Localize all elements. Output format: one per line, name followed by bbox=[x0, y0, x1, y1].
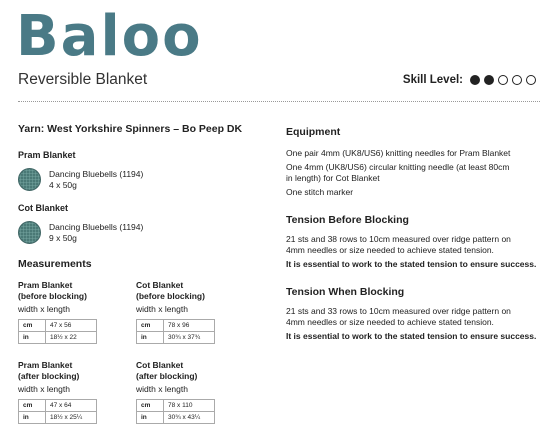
measurement-table bbox=[136, 319, 215, 344]
unit-cell: in bbox=[19, 332, 46, 344]
measurement-subtitle: (before blocking) bbox=[18, 291, 87, 301]
left-column bbox=[18, 123, 268, 421]
table-row bbox=[19, 332, 97, 344]
skill-dot-3 bbox=[498, 75, 508, 85]
pattern-title: Baloo bbox=[16, 4, 203, 69]
measurement-block bbox=[18, 280, 128, 344]
yarn-group-name: Cot Blanket bbox=[18, 203, 69, 213]
skill-level bbox=[403, 74, 536, 86]
tension-after-heading: Tension When Blocking bbox=[286, 286, 405, 298]
measurement-title: Cot Blanket bbox=[136, 360, 184, 370]
value-cell: 78 x 110 bbox=[164, 400, 215, 412]
measurement-title: Pram Blanket bbox=[18, 360, 73, 370]
equipment-item: One stitch marker bbox=[286, 187, 354, 197]
skill-level-label: Skill Level: bbox=[402, 74, 463, 86]
measurement-subtitle: (after blocking) bbox=[18, 371, 80, 381]
value-cell: 18½ x 22 bbox=[46, 332, 97, 344]
measurement-title: Pram Blanket bbox=[18, 280, 73, 290]
table-row bbox=[137, 332, 215, 344]
table-row bbox=[19, 320, 97, 332]
unit-cell: cm bbox=[19, 320, 46, 332]
value-cell: 47 x 56 bbox=[46, 320, 97, 332]
measurement-wl: width x length bbox=[136, 304, 188, 314]
yarn-group-name: Pram Blanket bbox=[18, 150, 76, 160]
yarn-quantity: 4 x 50g bbox=[49, 179, 77, 190]
header-divider bbox=[18, 101, 540, 102]
measurement-block bbox=[136, 280, 246, 344]
value-cell: 78 x 96 bbox=[164, 320, 215, 332]
tension-before-text: 21 sts and 38 rows to 10cm measured over ridge pattern on 4mm needles or size needed to achieve stated tension. bbox=[286, 234, 511, 255]
equipment-heading: Equipment bbox=[286, 126, 341, 138]
unit-cell: cm bbox=[137, 400, 164, 412]
measurement-wl: width x length bbox=[136, 384, 188, 394]
table-row bbox=[137, 400, 215, 412]
unit-cell: in bbox=[137, 412, 164, 424]
yarn-shade: Dancing Bluebells (1194) bbox=[49, 221, 144, 232]
yarn-heading: Yarn: West Yorkshire Spinners – Bo Peep DK bbox=[18, 123, 243, 135]
pattern-subtitle: Reversible Blanket bbox=[18, 71, 148, 88]
skill-dot-2 bbox=[484, 75, 494, 85]
unit-cell: in bbox=[137, 332, 164, 344]
value-cell: 30¾ x 37¾ bbox=[164, 332, 215, 344]
table-row bbox=[19, 400, 97, 412]
skill-dot-5 bbox=[526, 75, 536, 85]
value-cell: 18½ x 25¼ bbox=[46, 412, 97, 424]
measurements-heading: Measurements bbox=[18, 258, 92, 270]
value-cell: 47 x 64 bbox=[46, 400, 97, 412]
skill-dot-4 bbox=[512, 75, 522, 85]
right-column bbox=[286, 126, 546, 342]
table-row bbox=[137, 320, 215, 332]
measurement-table bbox=[136, 399, 215, 424]
measurement-table bbox=[18, 399, 97, 424]
skill-dot-1 bbox=[470, 75, 480, 85]
unit-cell: cm bbox=[137, 320, 164, 332]
measurement-wl: width x length bbox=[18, 304, 70, 314]
equipment-item: One 4mm (UK8/US6) circular knitting needle (at least 80cm in length) for Cot Blanket bbox=[286, 162, 510, 183]
measurement-subtitle: (before blocking) bbox=[136, 291, 205, 301]
yarn-swatch-icon bbox=[18, 221, 41, 244]
measurement-block bbox=[18, 360, 128, 424]
measurement-wl: width x length bbox=[18, 384, 70, 394]
tension-after-note: It is essential to work to the stated tension to ensure success. bbox=[286, 331, 537, 341]
table-row bbox=[19, 412, 97, 424]
yarn-item bbox=[18, 221, 268, 244]
yarn-item bbox=[18, 168, 268, 191]
yarn-shade: Dancing Bluebells (1194) bbox=[49, 168, 144, 179]
tension-before-heading: Tension Before Blocking bbox=[286, 214, 409, 226]
measurement-title: Cot Blanket bbox=[136, 280, 184, 290]
equipment-item: One pair 4mm (UK8/US6) knitting needles for Pram Blanket bbox=[286, 148, 511, 158]
measurement-table bbox=[18, 319, 97, 344]
unit-cell: in bbox=[19, 412, 46, 424]
tension-after-text: 21 sts and 33 rows to 10cm measured over ridge pattern on 4mm needles or size needed to achieve stated tension. bbox=[286, 306, 511, 327]
unit-cell: cm bbox=[19, 400, 46, 412]
yarn-quantity: 9 x 50g bbox=[49, 232, 77, 243]
yarn-swatch-icon bbox=[18, 168, 41, 191]
tension-before-note: It is essential to work to the stated tension to ensure success. bbox=[286, 259, 537, 269]
measurement-subtitle: (after blocking) bbox=[136, 371, 198, 381]
table-row bbox=[137, 412, 215, 424]
measurement-block bbox=[136, 360, 246, 424]
value-cell: 30¾ x 43¼ bbox=[164, 412, 215, 424]
